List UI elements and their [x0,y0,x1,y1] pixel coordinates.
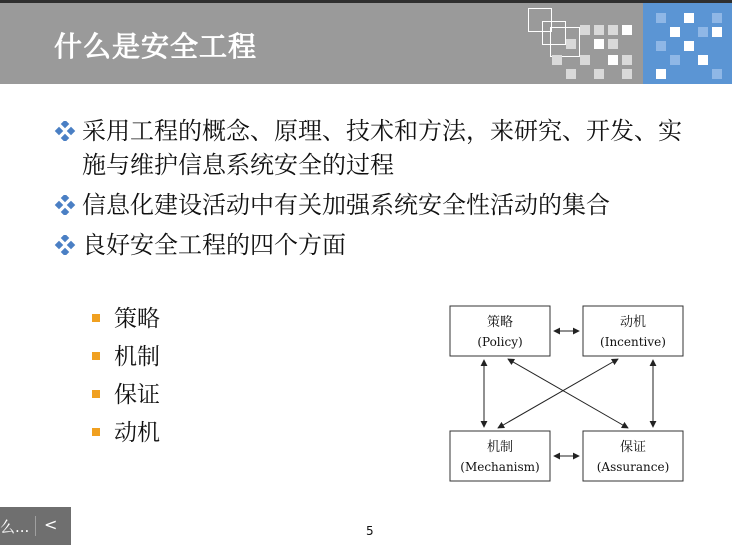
main-bullet-list [54,114,694,268]
bullet-item [54,228,694,262]
sub-bullet-text: 保证 [114,382,160,408]
assurance-sub: (Assurance) [596,460,670,474]
diamond-bullet-icon [54,121,76,141]
mechanism-sub: (Mechanism) [460,460,540,474]
nav-divider [35,516,36,536]
page-number: 5 [366,524,374,538]
square-bullet-icon [92,428,100,436]
bullet-text: 信息化建设活动中有关加强系统安全性活动的集合 [82,191,610,219]
arrow-incentive-mechanism [498,359,618,428]
slide-nav-title[interactable]: 么... [0,518,30,536]
policy-label: 策略 [486,315,514,330]
diamond-bullet-icon [54,235,76,255]
four-aspects-diagram [448,302,692,486]
policy-sub: (Policy) [477,335,523,349]
incentive-sub: (Incentive) [600,335,666,349]
bullet-item [54,188,694,222]
incentive-label: 动机 [619,315,647,330]
bullet-item [54,114,694,182]
sub-bullet-text: 策略 [114,306,160,332]
bullet-text: 采用工程的概念、原理、技术和方法，来研究、开发、实施与维护信息系统安全的过程 [82,117,682,179]
sub-bullet-list [92,300,160,452]
square-bullet-icon [92,314,100,322]
sub-bullet-item [92,338,160,376]
assurance-label: 保证 [619,440,647,455]
mechanism-label: 机制 [486,440,514,455]
slide-title: 什么是安全工程 [54,30,258,63]
sub-bullet-text: 机制 [114,344,160,370]
sub-bullet-item [92,376,160,414]
sub-bullet-item [92,414,160,452]
sub-bullet-item [92,300,160,338]
arrow-policy-assurance [508,359,628,428]
square-bullet-icon [92,352,100,360]
slide-header [0,3,732,84]
diamond-bullet-icon [54,195,76,215]
sub-bullet-text: 动机 [114,420,160,446]
slide-nav-control[interactable] [0,507,71,545]
prev-slide-icon[interactable]: < [44,515,58,534]
bullet-text: 良好安全工程的四个方面 [82,231,346,259]
square-bullet-icon [92,390,100,398]
